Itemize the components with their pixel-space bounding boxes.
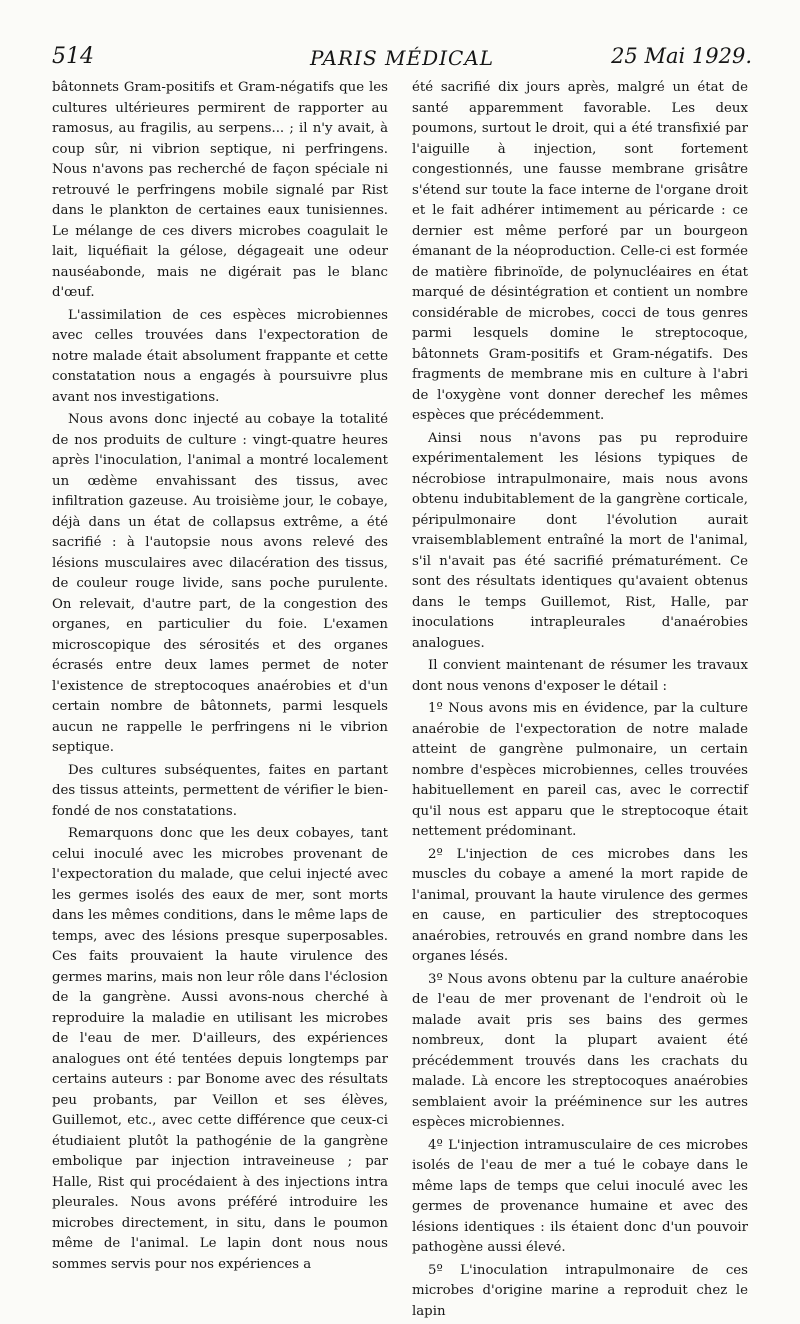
paragraph: 5º L'inoculation intrapulmonaire de ces microbes d'origine marine a reproduit chez le lapin (412, 1262, 748, 1319)
left-column (52, 78, 388, 1277)
running-header (52, 44, 752, 78)
paragraph: 2º L'injection de ces microbes dans les muscles du cobaye a amené la mort rapide de l'animal, prouvant la haute virulence des germes en cause, en particulier des streptocoques anaérobies, retrouvés en grand nombre dans les organes lésés. (412, 846, 748, 964)
paragraph: L'assimilation de ces espèces microbiennes avec celles trouvées dans l'expectoration de notre malade était absolument frappante et cette constatation nous a engagés à poursuivre plus avant nos investigations. (52, 307, 388, 405)
paragraph: Des cultures subséquentes, faites en partant des tissus atteints, permettent de vérifier le bien-fondé de nos constatations. (52, 762, 388, 819)
paragraph: été sacrifié dix jours après, malgré un état de santé apparemment favorable. Les deux poumons, surtout le droit, qui a été transfixié par l'aiguille à injection, sont fortement congestionnés, une fausse membrane grisâtre s'étend sur toute la face interne de l'organe droit et le fait adhérer intimement au péricarde : ce dernier est même perforé par un bourgeon émanant de la néoproduction. Celle-ci est formée de matière fibrinoïde, de polynucléaires en état marqué de désintégration et contient un nombre considérable de microbes, cocci de tous genres parmi lesquels domine le streptocoque, bâtonnets Gram-positifs et Gram-négatifs. Des fragments de membrane mis en culture à l'abri de l'oxygène vont donner derechef les mêmes espèces que précédemment. (412, 80, 748, 423)
paragraph: Ainsi nous n'avons pas pu reproduire expérimentalement les lésions typiques de nécrobiose intrapulmonaire, mais nous avons obtenu indubitablement de la gangrène corticale, péripulmonaire dont l'évolution aurait vraisemblablement entraîné la mort de l'animal, s'il n'avait pas été sacrifié prématurément. Ce sont des résultats identiques qu'avaient obtenus dans le temps Guillemot, Rist, Halle, par inoculations intrapleurales d'anaérobies analogues. (412, 430, 748, 651)
paragraph: bâtonnets Gram-positifs et Gram-négatifs que les cultures ultérieures permirent de rapporter au ramosus, au fragilis, au serpens... ; il n'y avait, à coup sûr, ni vibrion septique, ni perfringens. Nous n'avons pas recherché de façon spéciale ni retrouvé le perfringens mobile signalé par Rist dans le plankton de certaines eaux tunisiennes. Le mélange de ces divers microbes coagulait le lait, liquéfiait la gélose, dégageait une odeur nauséabonde, mais ne digérait pas le blanc d'œuf. (52, 80, 388, 300)
paragraph: Il convient maintenant de résumer les travaux dont nous venons d'exposer le détail : (412, 658, 748, 694)
right-column (412, 78, 748, 1324)
paragraph: Nous avons donc injecté au cobaye la totalité de nos produits de culture : vingt-quatre heures après l'inoculation, l'animal a montré localement un œdème envahissant des tissus, avec infiltration gazeuse. Au troisième jour, le cobaye, déjà dans un état de collapsus extrême, a été sacrifié : à l'autopsie nous avons relevé des lésions musculaires avec dilacération des tissus, de couleur rouge livide, sans poche purulente. On relevait, d'autre part, de la congestion des organes, en particulier du foie. L'examen microscopique des sérosités et des organes écrasés entre deux lames permet de noter l'existence de streptocoques anaérobies et d'un certain nombre de bâtonnets, parmi lesquels aucun ne rappelle le perfringens ni le vibrion septique. (52, 412, 388, 755)
paragraph: Remarquons donc que les deux cobayes, tant celui inoculé avec les microbes provenant de l'expectoration du malade, que celui injecté avec les germes isolés des eaux de mer, sont morts dans les mêmes conditions, dans le même laps de temps, avec des lésions presque superposables. Ces faits prouvaient la haute virulence des germes marins, mais non leur rôle dans l'éclosion de la gangrène. Aussi avons-nous cherché à reproduire la maladie en utilisant les microbes de l'eau de mer. D'ailleurs, des expériences analogues ont été tentées depuis longtemps par certains auteurs : par Bonome avec des résultats peu probants, par Veillon et ses élèves, Guillemot, etc., avec cette différence que ceux-ci étudiaient plutôt la pathogénie de la gangrène embolique par injection intraveineuse ; par Halle, Rist qui procédaient à des injections intra pleurales. Nous avons préféré introduire les microbes directement, in situ, dans le poumon même de l'animal. Le lapin dont nous nous sommes servis pour nos expériences a (52, 826, 388, 1272)
paragraph: 3º Nous avons obtenu par la culture anaérobie de l'eau de mer provenant de l'endroit où le malade avait pris ses bains des germes nombreux, dont la plupart avaient été précédemment trouvés dans les crachats du malade. Là encore les streptocoques anaérobies semblaient avoir la prééminence sur les autres espèces microbiennes. (412, 971, 748, 1130)
issue-date: 25 Mai 1929. (611, 44, 752, 68)
paragraph: 4º L'injection intramusculaire de ces microbes isolés de l'eau de mer a tué le cobaye dans le même laps de temps que celui inoculé avec les germes de provenance humaine et avec des lésions identiques : ils étaient donc d'un pouvoir pathogène aussi élevé. (412, 1137, 748, 1255)
paragraph: 1º Nous avons mis en évidence, par la culture anaérobie de l'expectoration de notre malade atteint de gangrène pulmonaire, un certain nombre d'espèces microbiennes, celles trouvées habituellement en pareil cas, avec le correctif qu'il nous est apparu que le streptocoque était nettement prédominant. (412, 701, 748, 839)
page-number: 514 (52, 44, 94, 69)
journal-title: PARIS MÉDICAL (309, 46, 495, 70)
